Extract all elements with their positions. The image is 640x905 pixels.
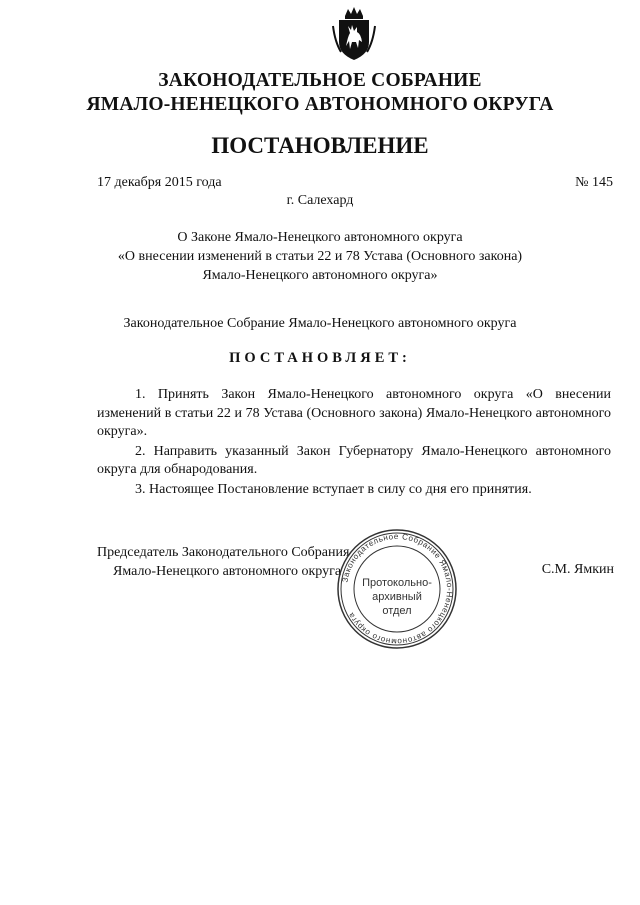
stamp-ring-text: Законодательное Собрание Ямало-Ненецкого автономного округа bbox=[340, 531, 455, 647]
subject-line: О Законе Ямало-Ненецкого автономного округа bbox=[177, 230, 463, 245]
signatory-title bbox=[97, 543, 349, 581]
stamp-center-line: Протокольно- bbox=[362, 577, 432, 589]
resolution-item: 3. Настоящее Постановление вступает в силу со дня его принятия. bbox=[135, 481, 532, 497]
preamble: Законодательное Собрание Ямало-Ненецкого автономного округа bbox=[123, 316, 517, 331]
resolution-items bbox=[97, 386, 611, 500]
document-subject bbox=[0, 228, 640, 285]
document-date: 17 декабря 2015 года bbox=[97, 175, 222, 190]
decides-heading: ПОСТАНОВЛЯЕТ: bbox=[229, 350, 411, 366]
document-city: г. Салехард bbox=[286, 193, 354, 208]
stamp-center-line: отдел bbox=[382, 605, 412, 617]
stamp-center-text bbox=[356, 576, 438, 618]
signatory-name: С.М. Ямкин bbox=[541, 562, 614, 577]
coat-of-arms-icon bbox=[331, 6, 377, 62]
organization-name-line1: ЗАКОНОДАТЕЛЬНОЕ СОБРАНИЕ bbox=[158, 70, 482, 91]
stamp-center-line: архивный bbox=[372, 591, 422, 603]
signatory-title-line1: Председатель Законодательного Собрания bbox=[97, 545, 350, 560]
signatory-title-line2: Ямало-Ненецкого автономного округа bbox=[113, 564, 342, 579]
subject-line: Ямало-Ненецкого автономного округа» bbox=[202, 268, 438, 283]
resolution-item: 2. Направить указанный Закон Губернатору Ямало-Ненецкого автономного округа для обнародования. bbox=[97, 443, 611, 477]
organization-name-line2: ЯМАЛО-НЕНЕЦКОГО АВТОНОМНОГО ОКРУГА bbox=[86, 94, 554, 115]
subject-line: «О внесении изменений в статьи 22 и 78 Устава (Основного закона) bbox=[117, 249, 523, 264]
document-type-title: ПОСТАНОВЛЕНИЕ bbox=[211, 133, 429, 158]
resolution-item: 1. Принять Закон Ямало-Ненецкого автономного округа «О внесении изменений в статьи 22 и 78 Устава (Основного закона) Ямало-Ненецкого автономного округа». bbox=[97, 387, 611, 439]
document-number: № 145 bbox=[575, 175, 613, 190]
